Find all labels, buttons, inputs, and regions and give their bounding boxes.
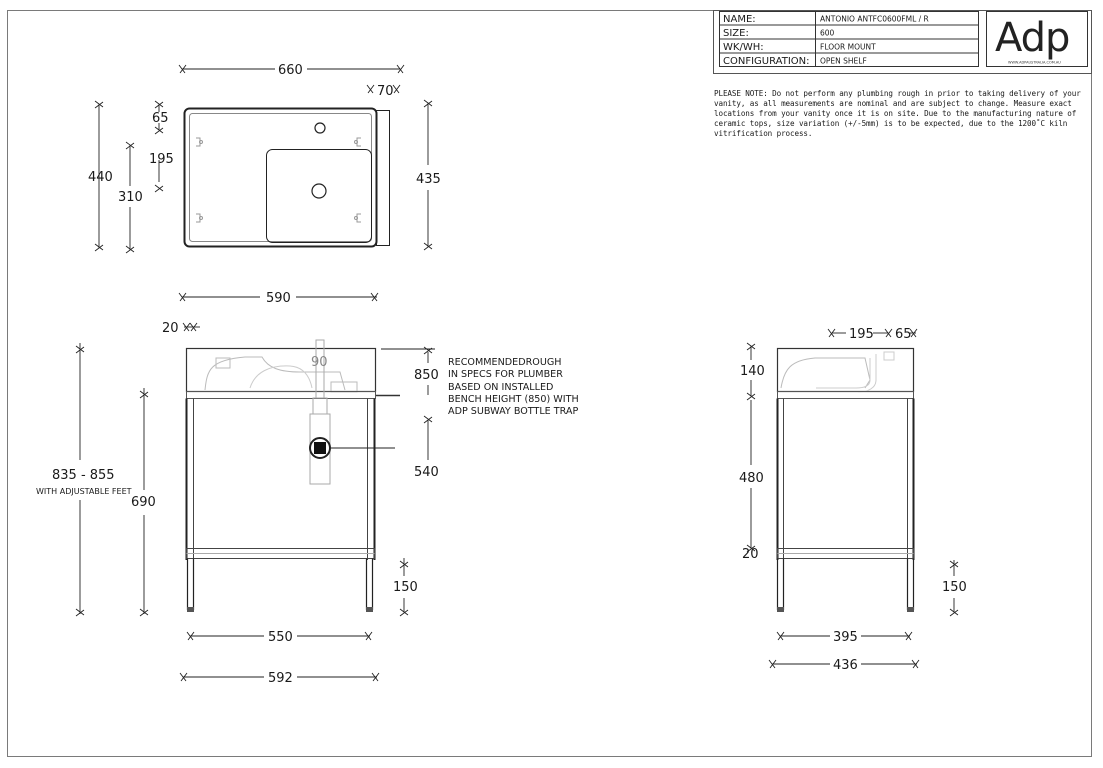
dim-435: 435 (416, 172, 441, 187)
tb-value-wkwh: FLOOR MOUNT (820, 42, 876, 52)
dim-adjustable-feet-note: WITH ADJUSTABLE FEET (36, 487, 132, 496)
dim-70: 70 (377, 84, 394, 99)
dim-395: 395 (833, 630, 858, 645)
dim-20-side: 20 (742, 547, 759, 562)
front-view (76, 323, 435, 681)
dim-590: 590 (266, 291, 291, 306)
dim-436: 436 (833, 658, 858, 673)
title-block (714, 11, 1092, 74)
tb-key-size: SIZE: (723, 28, 749, 39)
dim-65: 65 (152, 111, 169, 126)
dim-592: 592 (268, 671, 293, 686)
tb-key-name: NAME: (723, 14, 756, 25)
dim-195: 195 (149, 152, 174, 167)
dim-660: 660 (278, 63, 303, 78)
dim-310: 310 (118, 190, 143, 205)
rough-in-note (448, 357, 598, 418)
dim-90: 90 (311, 355, 328, 370)
dim-440: 440 (88, 170, 113, 185)
rough-in-line: BENCH HEIGHT (850) WITH (448, 393, 579, 405)
dim-20-front: 20 (162, 321, 179, 336)
tb-value-size: 600 (820, 28, 835, 38)
rough-in-line: IN SPECS FOR PLUMBER (448, 369, 563, 381)
dim-195-side: 195 (849, 327, 874, 342)
tb-key-wkwh: WK/WH: (723, 42, 764, 53)
dim-835-855: 835 - 855 (52, 468, 115, 483)
plumbing-disclaimer-note: PLEASE NOTE: Do not perform any plumbing rough in prior to taking delivery of your vanity, as all measurements are nominal and are subject to change. Measure exact locations from your vanity once it is on site. Due to the manufacturing nature of ceramic tops, size variation (+/-5mm) is to be expected, due to the 1200˚C kiln vitrification process. (714, 89, 1081, 138)
dim-65-side: 65 (895, 327, 912, 342)
dim-150-front: 150 (393, 580, 418, 595)
dim-540: 540 (414, 465, 439, 480)
tb-value-config: OPEN SHELF (820, 56, 867, 66)
adp-website: WWW.ADPAUSTRALIA.COM.AU (1008, 60, 1061, 65)
tb-value-name: ANTONIO ANTFC0600FML / R (820, 14, 929, 24)
rough-in-line: RECOMMENDEDROUGH (448, 357, 562, 368)
dim-480: 480 (739, 471, 764, 486)
tb-key-config: CONFIGURATION: (723, 56, 810, 67)
tap-hole (315, 123, 325, 133)
waste-hole (312, 184, 326, 198)
dim-550: 550 (268, 630, 293, 645)
dim-140: 140 (740, 364, 765, 379)
dim-150-side: 150 (942, 580, 967, 595)
top-view (95, 65, 432, 301)
rough-in-line: ADP SUBWAY BOTTLE TRAP (448, 406, 579, 418)
dim-690: 690 (131, 495, 156, 510)
side-view (747, 329, 958, 668)
adp-logo: Adp (995, 15, 1070, 61)
dim-850: 850 (414, 368, 439, 383)
rough-in-line: BASED ON INSTALLED (448, 381, 554, 393)
